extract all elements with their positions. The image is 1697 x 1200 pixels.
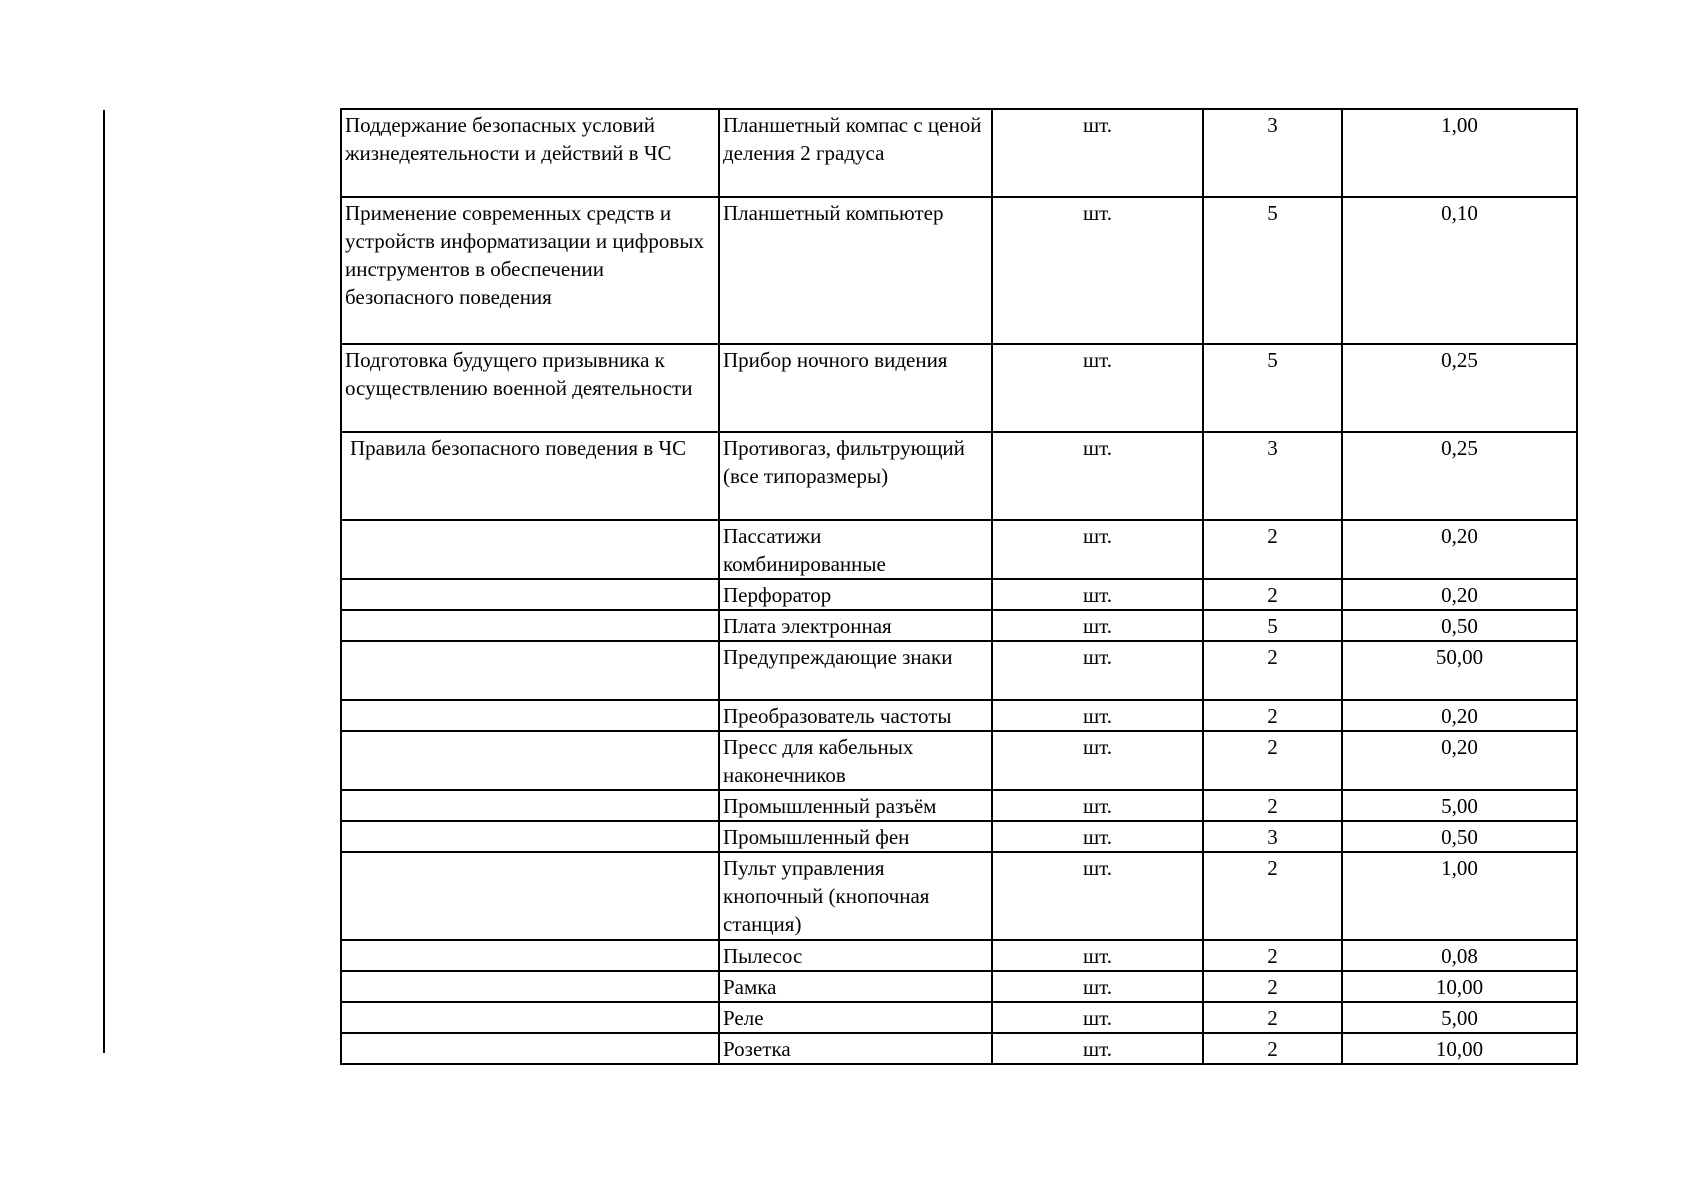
table-row [341, 852, 1577, 940]
topic-cell [341, 852, 719, 940]
topic-cell [341, 1033, 719, 1064]
unit-cell: шт. [992, 821, 1203, 852]
topic-cell [341, 610, 719, 641]
ratio-cell: 5,00 [1342, 790, 1577, 821]
table-row [341, 344, 1577, 432]
ratio-cell: 0,20 [1342, 579, 1577, 610]
item-cell: Промышленный фен [719, 821, 992, 852]
quantity-cell: 2 [1203, 940, 1342, 971]
item-cell: Перфоратор [719, 579, 992, 610]
unit-cell: шт. [992, 700, 1203, 731]
ratio-cell: 0,50 [1342, 821, 1577, 852]
ratio-cell: 0,20 [1342, 520, 1577, 579]
unit-cell: шт. [992, 641, 1203, 700]
item-cell: Преобразователь частоты [719, 700, 992, 731]
quantity-cell: 2 [1203, 971, 1342, 1002]
item-cell: Предупреждающие знаки [719, 641, 992, 700]
table-row [341, 1002, 1577, 1033]
table-row [341, 641, 1577, 700]
ratio-cell: 5,00 [1342, 1002, 1577, 1033]
item-cell: Прибор ночного видения [719, 344, 992, 432]
topic-cell [341, 971, 719, 1002]
item-cell: Пульт управления кнопочный (кнопочная станция) [719, 852, 992, 940]
table-row [341, 700, 1577, 731]
quantity-cell: 3 [1203, 432, 1342, 520]
ratio-cell: 0,20 [1342, 731, 1577, 790]
topic-cell [341, 790, 719, 821]
topic-cell [341, 641, 719, 700]
quantity-cell: 2 [1203, 731, 1342, 790]
unit-cell: шт. [992, 971, 1203, 1002]
quantity-cell: 2 [1203, 641, 1342, 700]
topic-cell [341, 700, 719, 731]
topic-cell [341, 579, 719, 610]
ratio-cell: 1,00 [1342, 852, 1577, 940]
quantity-cell: 2 [1203, 1002, 1342, 1033]
table-row [341, 520, 1577, 579]
table-row [341, 197, 1577, 344]
equipment-table [340, 108, 1578, 1065]
item-cell: Пылесос [719, 940, 992, 971]
quantity-cell: 3 [1203, 109, 1342, 197]
margin-rule [103, 110, 105, 1053]
ratio-cell: 0,20 [1342, 700, 1577, 731]
item-cell: Реле [719, 1002, 992, 1033]
table-row [341, 790, 1577, 821]
ratio-cell: 0,25 [1342, 344, 1577, 432]
item-cell: Розетка [719, 1033, 992, 1064]
table-row [341, 971, 1577, 1002]
topic-cell: Применение современных средств и устройств информатизации и цифровых инструментов в обеспечении безопасного поведения [341, 197, 719, 344]
ratio-cell: 10,00 [1342, 1033, 1577, 1064]
table-row [341, 109, 1577, 197]
quantity-cell: 2 [1203, 852, 1342, 940]
unit-cell: шт. [992, 731, 1203, 790]
topic-cell: Подготовка будущего призывника к осуществлению военной деятельности [341, 344, 719, 432]
quantity-cell: 2 [1203, 1033, 1342, 1064]
item-cell: Противогаз, фильтрующий (все типоразмеры) [719, 432, 992, 520]
unit-cell: шт. [992, 344, 1203, 432]
item-cell: Пресс для кабельных наконечников [719, 731, 992, 790]
unit-cell: шт. [992, 1002, 1203, 1033]
ratio-cell: 50,00 [1342, 641, 1577, 700]
unit-cell: шт. [992, 197, 1203, 344]
unit-cell: шт. [992, 432, 1203, 520]
ratio-cell: 10,00 [1342, 971, 1577, 1002]
unit-cell: шт. [992, 109, 1203, 197]
table-row [341, 1033, 1577, 1064]
item-cell: Планшетный компьютер [719, 197, 992, 344]
topic-cell: Поддержание безопасных условий жизнедеятельности и действий в ЧС [341, 109, 719, 197]
topic-cell: Правила безопасного поведения в ЧС [341, 432, 719, 520]
item-cell: Рамка [719, 971, 992, 1002]
quantity-cell: 2 [1203, 520, 1342, 579]
ratio-cell: 0,08 [1342, 940, 1577, 971]
unit-cell: шт. [992, 852, 1203, 940]
table-row [341, 940, 1577, 971]
quantity-cell: 5 [1203, 344, 1342, 432]
ratio-cell: 0,10 [1342, 197, 1577, 344]
unit-cell: шт. [992, 520, 1203, 579]
topic-cell [341, 731, 719, 790]
table-row [341, 821, 1577, 852]
topic-cell [341, 1002, 719, 1033]
topic-cell [341, 520, 719, 579]
table-row [341, 610, 1577, 641]
ratio-cell: 0,50 [1342, 610, 1577, 641]
unit-cell: шт. [992, 790, 1203, 821]
quantity-cell: 3 [1203, 821, 1342, 852]
unit-cell: шт. [992, 579, 1203, 610]
unit-cell: шт. [992, 940, 1203, 971]
quantity-cell: 2 [1203, 790, 1342, 821]
item-cell: Планшетный компас с ценой деления 2 градуса [719, 109, 992, 197]
quantity-cell: 2 [1203, 700, 1342, 731]
quantity-cell: 2 [1203, 579, 1342, 610]
item-cell: Промышленный разъём [719, 790, 992, 821]
table-row [341, 731, 1577, 790]
table-row [341, 432, 1577, 520]
unit-cell: шт. [992, 610, 1203, 641]
quantity-cell: 5 [1203, 610, 1342, 641]
unit-cell: шт. [992, 1033, 1203, 1064]
table-row [341, 579, 1577, 610]
item-cell: Плата электронная [719, 610, 992, 641]
topic-cell [341, 821, 719, 852]
topic-cell [341, 940, 719, 971]
quantity-cell: 5 [1203, 197, 1342, 344]
ratio-cell: 0,25 [1342, 432, 1577, 520]
ratio-cell: 1,00 [1342, 109, 1577, 197]
item-cell: Пассатижи комбинированные [719, 520, 992, 579]
